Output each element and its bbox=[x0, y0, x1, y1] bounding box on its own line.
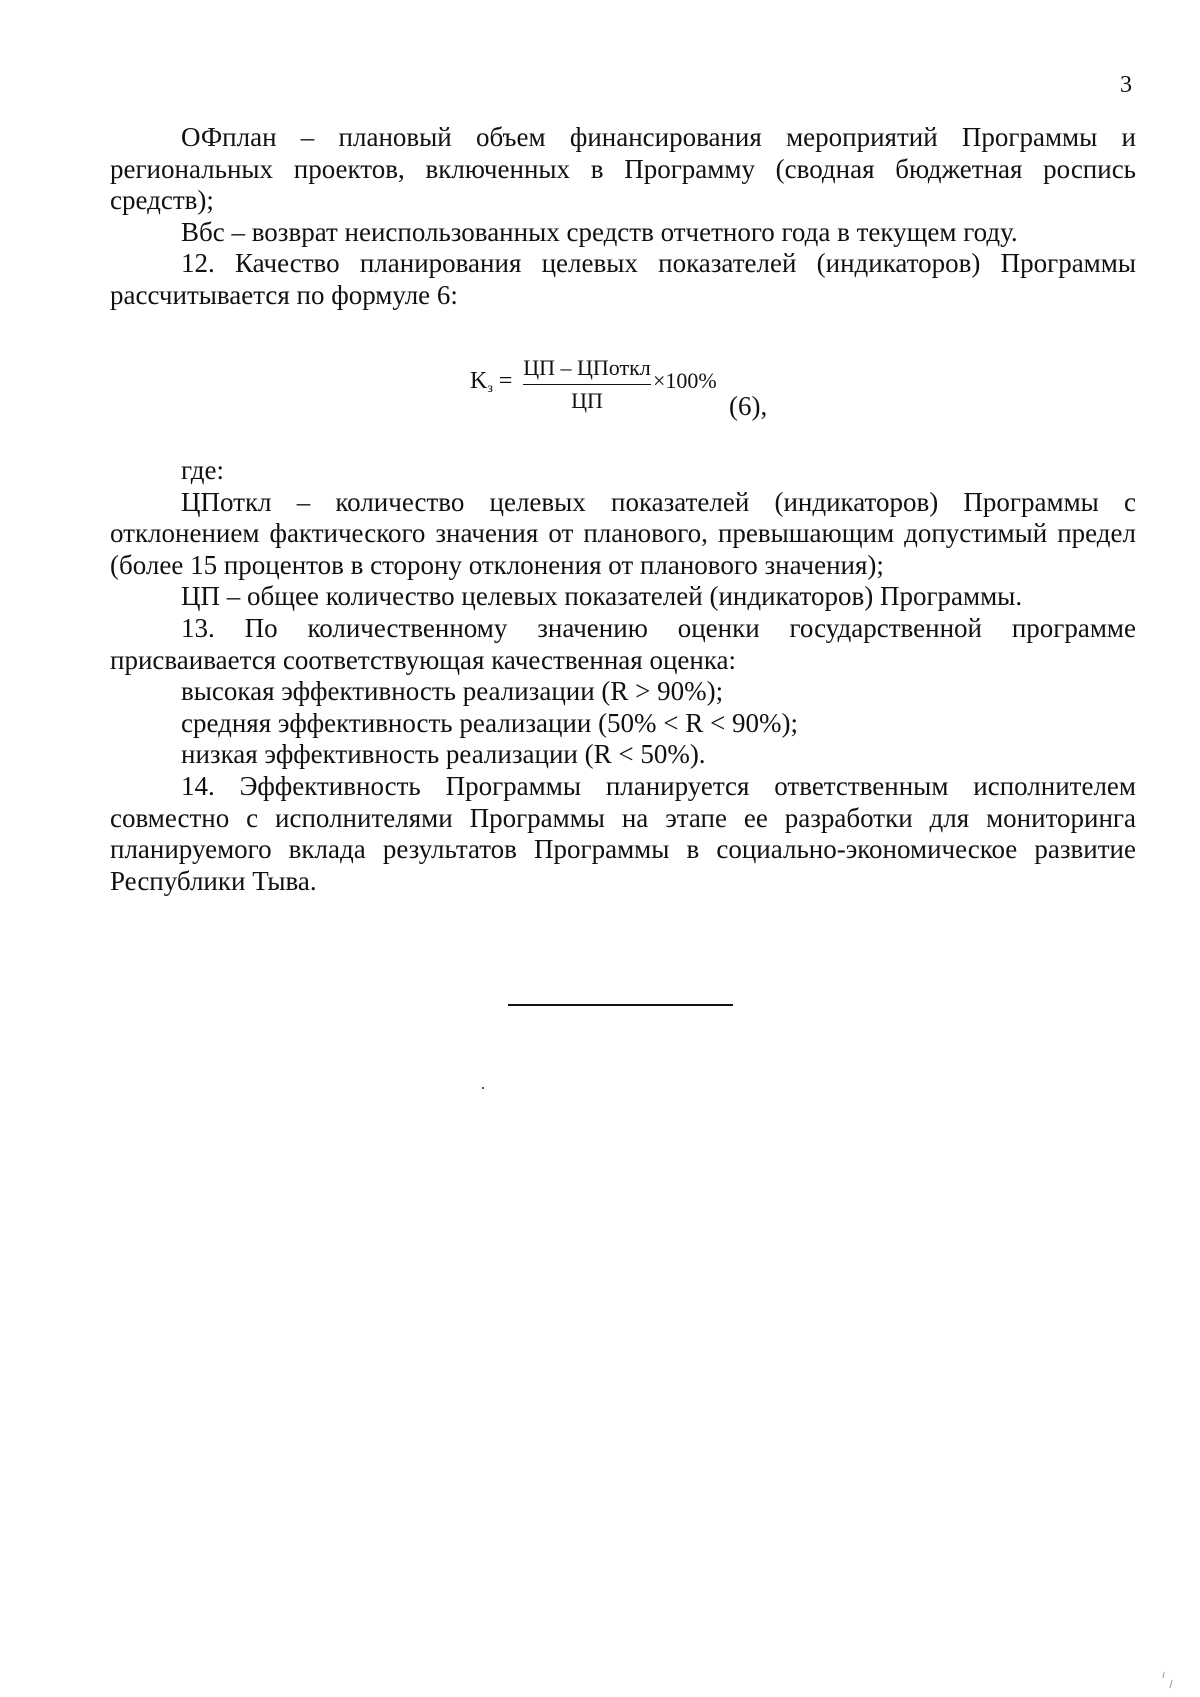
paragraph-item-14: 14. Эффективность Программы планируется ответственным исполнителем совместно с исполнителями Программы на этапе ее разработки для мониторинга планируемого вклада результатов Программы в социально-экономическое развитие Республики Тыва. bbox=[110, 770, 1136, 896]
paragraph-ofplan-definition: ОФплан – плановый объем финансирования мероприятий Программы и региональных проектов, включенных в Программу (сводная бюджетная роспись средств); bbox=[110, 122, 1136, 216]
text-block-bottom bbox=[110, 455, 1136, 897]
formula-lhs bbox=[470, 368, 512, 397]
formula-number: (6), bbox=[729, 391, 768, 421]
scan-corner-marks bbox=[1160, 1660, 1182, 1690]
formula-numerator: ЦП – ЦПоткл bbox=[523, 355, 651, 385]
text-block-top bbox=[110, 122, 1136, 312]
scan-speck bbox=[482, 1087, 484, 1089]
paragraph-rating-high: высокая эффективность реализации (R > 90%); bbox=[181, 676, 724, 707]
formula-denominator: ЦП bbox=[571, 388, 603, 413]
paragraph-item-12: 12. Качество планирования целевых показателей (индикаторов) Программы рассчитывается по формуле 6: bbox=[110, 248, 1136, 310]
formula-multiplier: ×100% bbox=[653, 368, 717, 393]
paragraph-rating-medium: средняя эффективность реализации (50% < R < 90%); bbox=[181, 707, 798, 738]
paragraph-where: где: bbox=[181, 455, 224, 485]
paragraph-rating-low: низкая эффективность реализации (R < 50%). bbox=[181, 739, 706, 770]
end-of-document-rule bbox=[508, 1004, 733, 1006]
paragraph-item-13: 13. По количественному значению оценки государственной программе присваивается соответствующая качественная оценка: bbox=[110, 612, 1136, 675]
formula-lhs-subscript: з bbox=[487, 381, 493, 396]
paragraph-cpotkl-definition: ЦПоткл – количество целевых показателей (индикаторов) Программы с отклонением фактического значения от планового, превышающим допустимый предел (более 15 процентов в сторону отклонения от планового значения); bbox=[110, 486, 1136, 580]
paragraph-cp-definition: ЦП – общее количество целевых показателей (индикаторов) Программы. bbox=[181, 581, 1023, 612]
formula-equals: = bbox=[498, 368, 513, 394]
paragraph-vbs-definition: Вбс – возврат неиспользованных средств отчетного года в текущем году. bbox=[181, 216, 1018, 247]
formula-lhs-symbol: K bbox=[470, 368, 488, 394]
formula-fraction bbox=[523, 355, 651, 414]
page-number: 3 bbox=[1120, 72, 1132, 98]
